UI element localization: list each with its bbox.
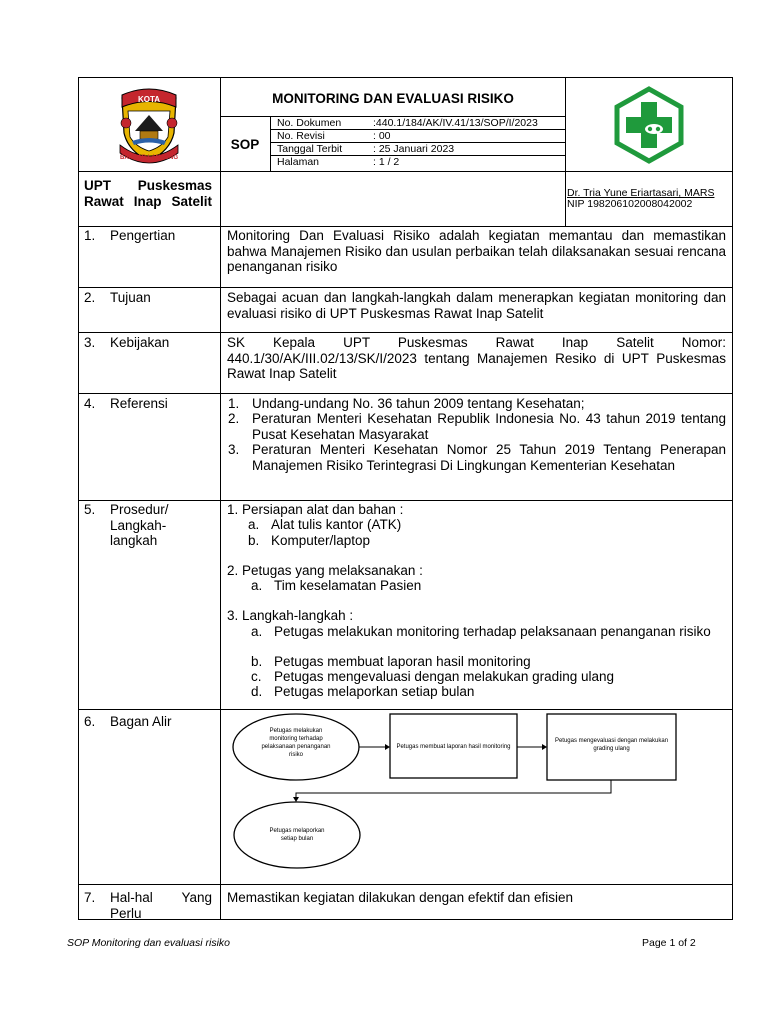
meta-key: No. Dokumen <box>277 117 342 129</box>
section-text: SK Kepala UPT Puskesmas Rawat Inap Satelit Nomor: 440.1/30/AK/III.02/13/SK/I/2023 tentang Manajemen Resiko di UPT Puskesmas Rawat Inap Satelit <box>227 335 726 381</box>
section-label: Hal-hal Yang Perlu <box>110 890 212 921</box>
procedure-item: Tim keselamatan Pasien <box>274 578 422 593</box>
procedure-group-title: 1. Persiapan alat dan bahan : <box>227 502 404 517</box>
section-number: 7. <box>84 890 96 905</box>
footer-page-number: Page 1 of 2 <box>642 937 696 949</box>
flow-arrow <box>296 780 611 798</box>
procedure-item-letter: b. <box>248 533 260 548</box>
procedure-item-letter: d. <box>251 684 263 699</box>
procedure-item: Petugas melaporkan setiap bulan <box>274 684 475 699</box>
meta-key: Tanggal Terbit <box>277 143 343 155</box>
meta-value: : 1 / 2 <box>373 156 400 168</box>
reference-item: Undang-undang No. 36 tahun 2009 tentang Kesehatan; <box>252 396 585 411</box>
flow-arrowhead <box>542 744 547 750</box>
procedure-item: Petugas membuat laporan hasil monitoring <box>274 654 531 669</box>
procedure-item-letter: b. <box>251 654 263 669</box>
section-number: 3. <box>84 335 96 350</box>
procedure-group-title: 3. Langkah-langkah : <box>227 608 354 623</box>
flow-step-text: Petugas melaporkan setiap bulan <box>269 828 325 842</box>
meta-key: No. Revisi <box>277 130 325 142</box>
reference-number: 1. <box>228 396 240 411</box>
reference-item: Peraturan Menteri Kesehatan Nomor 25 Tahun 2019 Tentang Penerapan Manajemen Risiko Terintegrasi Di Lingkungan Kementerian Kesehatan <box>252 442 726 473</box>
meta-key: Halaman <box>277 156 320 168</box>
procedure-group-title: 2. Petugas yang melaksanakan : <box>227 563 423 578</box>
procedure-item: Petugas melakukan monitoring terhadap pelaksanaan penanganan risiko <box>274 624 711 639</box>
meta-value: : 00 <box>373 130 391 142</box>
reference-number: 2. <box>228 411 240 426</box>
section-label: Referensi <box>110 396 168 411</box>
section-text: Monitoring Dan Evaluasi Risiko adalah kegiatan memantau dan memastikan bahwa Manajemen Risiko dan usulan perbaikan telah dilaksanakan sesuai rencana penanganan risiko <box>227 228 726 274</box>
flow-step-text: Petugas melakukan monitoring terhadap pelaksanaan penanganan risiko <box>261 728 331 758</box>
meta-value: :440.1/184/AK/IV.41/13/SOP/I/2023 <box>373 117 538 129</box>
reference-item: Peraturan Menteri Kesehatan Republik Indonesia No. 43 tahun 2019 tentang Pusat Kesehatan Masyarakat <box>252 411 726 442</box>
procedure-item: Petugas mengevaluasi dengan melakukan grading ulang <box>274 669 614 684</box>
section-label: Prosedur/ Langkah-langkah <box>110 502 169 548</box>
procedure-item: Komputer/laptop <box>271 533 371 548</box>
section-number: 2. <box>84 290 96 305</box>
section-number: 6. <box>84 714 96 729</box>
section-text: Sebagai acuan dan langkah-langkah dalam menerapkan kegiatan monitoring dan evaluasi risiko di UPT Puskesmas Rawat Inap Satelit <box>227 290 726 321</box>
flow-arrowhead <box>293 797 299 802</box>
flow-step-text: Petugas mengevaluasi dengan melakukan grading ulang <box>554 738 669 752</box>
procedure-item: Alat tulis kantor (ATK) <box>271 517 402 532</box>
section-label: Pengertian <box>110 228 176 243</box>
section-number: 1. <box>84 228 96 243</box>
signer-nip: NIP 198206102008042002 <box>567 198 693 210</box>
signer-name: Dr. Tria Yune Eriartasari, MARS <box>567 187 715 199</box>
section-number: 4. <box>84 396 96 411</box>
section-label: Bagan Alir <box>110 714 172 729</box>
footer-left: SOP Monitoring dan evaluasi risiko <box>67 937 231 949</box>
section-number: 5. <box>84 502 96 517</box>
section-label: Tujuan <box>110 290 151 305</box>
section-label: Kebijakan <box>110 335 170 350</box>
section-text: Memastikan kegiatan dilakukan dengan efektif dan efisien <box>227 890 573 905</box>
org-name: UPT Puskesmas Rawat Inap Satelit <box>84 178 212 209</box>
city-emblem-caption: BANDAR LAMPUNG <box>120 155 178 161</box>
procedure-item-letter: a. <box>251 578 263 593</box>
flow-step-text: Petugas membuat laporan hasil monitoring <box>396 744 511 750</box>
meta-value: : 25 Januari 2023 <box>373 143 455 155</box>
svg-text:KOTA: KOTA <box>137 95 161 104</box>
sop-label: SOP <box>230 137 260 152</box>
procedure-item-letter: a. <box>251 624 263 639</box>
page-title: MONITORING DAN EVALUASI RISIKO <box>272 91 514 106</box>
reference-number: 3. <box>228 442 240 457</box>
procedure-item-letter: c. <box>251 669 262 684</box>
procedure-item-letter: a. <box>248 517 260 532</box>
flow-arrowhead <box>385 744 390 750</box>
